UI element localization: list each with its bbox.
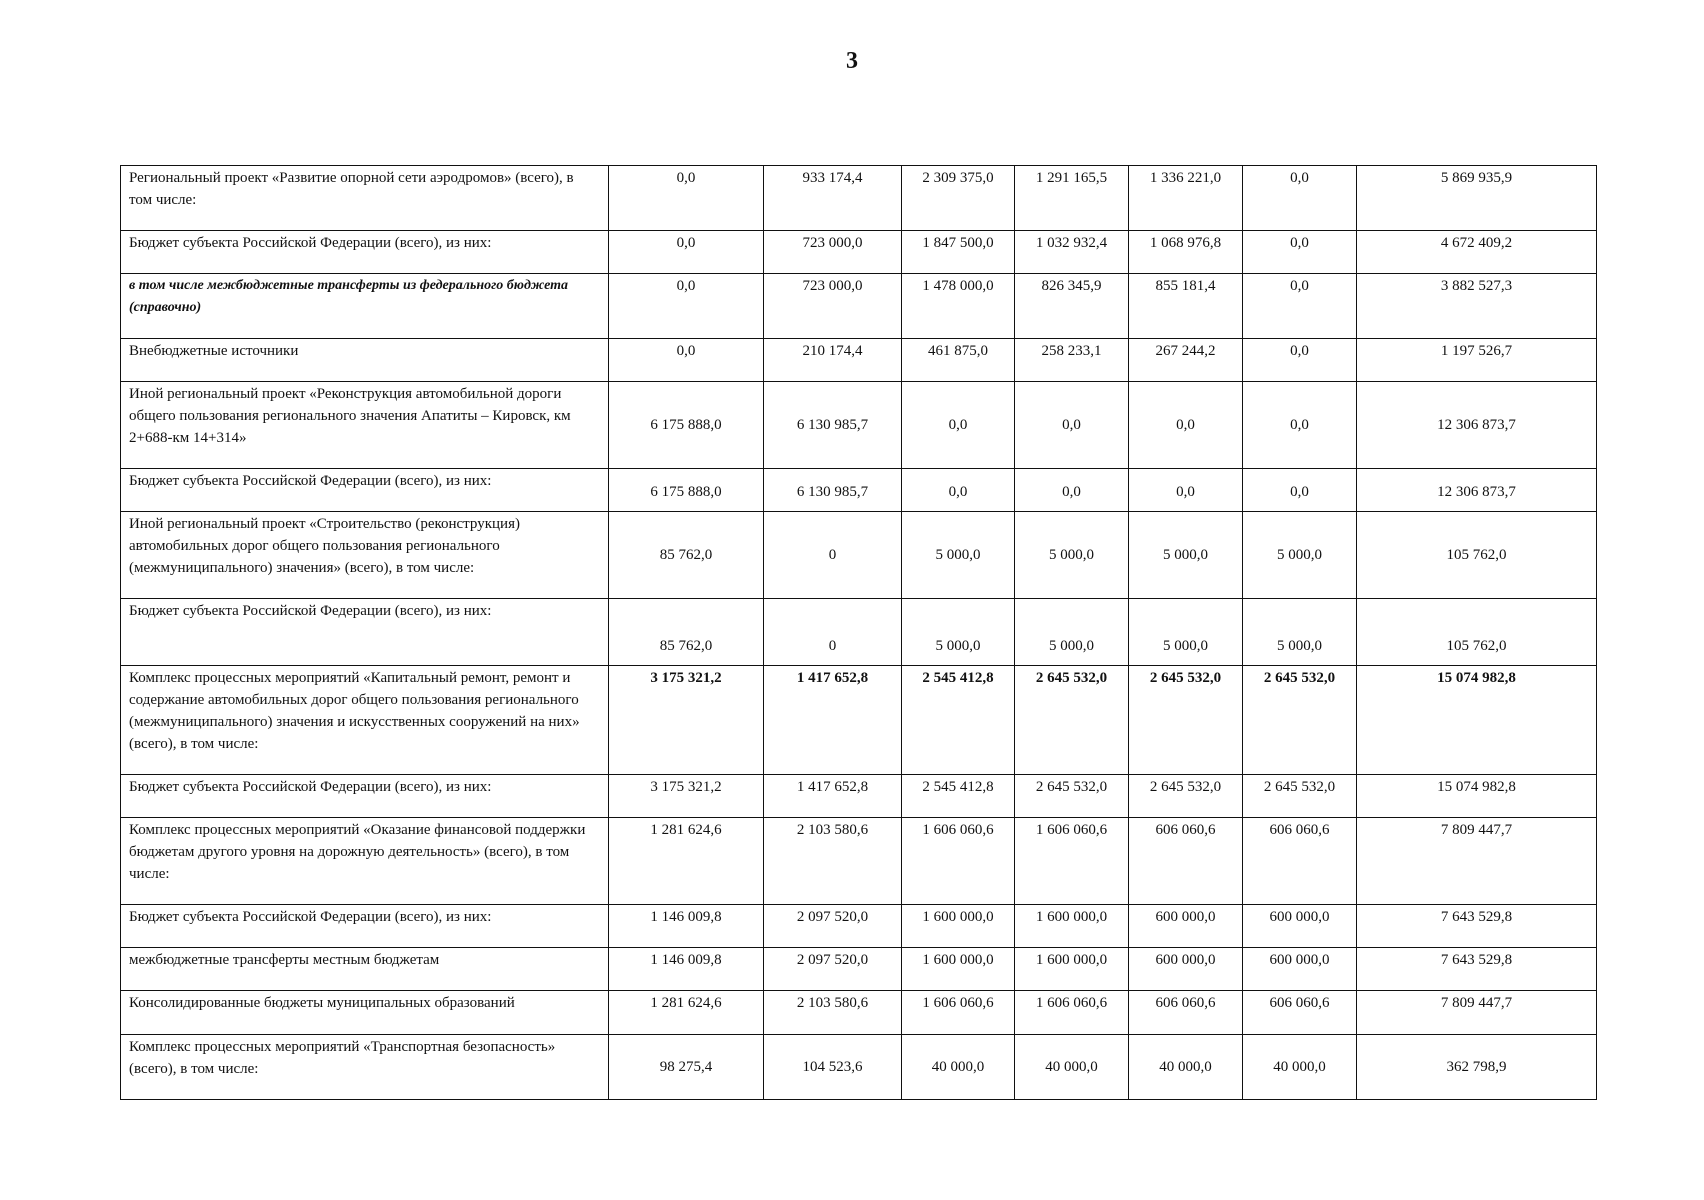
cell-value: 5 000,0 (1015, 599, 1129, 666)
cell-value: 606 060,6 (1243, 991, 1357, 1035)
cell-value: 5 000,0 (902, 599, 1015, 666)
row-label: Комплекс процессных мероприятий «Транспортная безопасность» (всего), в том числе: (121, 1035, 609, 1100)
cell-value: 1 606 060,6 (1015, 818, 1129, 905)
page-number: 3 (846, 48, 858, 74)
budget-table (120, 165, 1597, 1100)
cell-value: 210 174,4 (764, 339, 902, 382)
table-row (121, 818, 1597, 905)
cell-value: 2 309 375,0 (902, 166, 1015, 231)
cell-value: 5 000,0 (1015, 512, 1129, 599)
cell-value: 5 000,0 (1243, 599, 1357, 666)
cell-value: 5 000,0 (1243, 512, 1357, 599)
cell-value: 105 762,0 (1357, 599, 1597, 666)
cell-value: 723 000,0 (764, 231, 902, 274)
cell-value: 40 000,0 (1015, 1035, 1129, 1100)
table-row (121, 905, 1597, 948)
cell-value: 1 478 000,0 (902, 274, 1015, 339)
cell-value: 0,0 (1243, 382, 1357, 469)
row-label: Бюджет субъекта Российской Федерации (всего), из них: (121, 599, 609, 666)
cell-value: 3 175 321,2 (609, 666, 764, 775)
cell-value: 723 000,0 (764, 274, 902, 339)
row-label: Комплекс процессных мероприятий «Капитальный ремонт, ремонт и содержание автомобильных дорог общего пользования регионального (межмуниципального) значения и искусственных сооружений на них» (всего), в том числе: (121, 666, 609, 775)
cell-value: 1 600 000,0 (1015, 905, 1129, 948)
cell-value: 5 000,0 (1129, 512, 1243, 599)
cell-value: 1 847 500,0 (902, 231, 1015, 274)
cell-value: 40 000,0 (1129, 1035, 1243, 1100)
cell-value: 2 645 532,0 (1015, 775, 1129, 818)
cell-value: 6 130 985,7 (764, 469, 902, 512)
cell-value: 600 000,0 (1243, 948, 1357, 991)
cell-value: 267 244,2 (1129, 339, 1243, 382)
row-label: в том числе межбюджетные трансферты из федерального бюджета (справочно) (121, 274, 609, 339)
cell-value: 1 606 060,6 (902, 991, 1015, 1035)
cell-value: 12 306 873,7 (1357, 382, 1597, 469)
cell-value: 1 417 652,8 (764, 775, 902, 818)
cell-value: 0,0 (902, 382, 1015, 469)
row-label: Бюджет субъекта Российской Федерации (всего), из них: (121, 775, 609, 818)
cell-value: 0,0 (1015, 382, 1129, 469)
cell-value: 6 130 985,7 (764, 382, 902, 469)
cell-value: 0,0 (609, 231, 764, 274)
table-row (121, 512, 1597, 599)
cell-value: 0,0 (609, 274, 764, 339)
cell-value: 6 175 888,0 (609, 469, 764, 512)
cell-value: 1 291 165,5 (1015, 166, 1129, 231)
cell-value: 2 645 532,0 (1129, 775, 1243, 818)
cell-value: 40 000,0 (902, 1035, 1015, 1100)
table-row (121, 382, 1597, 469)
cell-value: 0,0 (1243, 274, 1357, 339)
cell-value: 362 798,9 (1357, 1035, 1597, 1100)
cell-value: 5 000,0 (902, 512, 1015, 599)
table-row (121, 166, 1597, 231)
table-row (121, 775, 1597, 818)
table-row (121, 666, 1597, 775)
cell-value: 7 809 447,7 (1357, 818, 1597, 905)
row-label: Комплекс процессных мероприятий «Оказание финансовой поддержки бюджетам другого уровня на дорожную деятельность» (всего), в том числе: (121, 818, 609, 905)
cell-value: 7 643 529,8 (1357, 905, 1597, 948)
cell-value: 0,0 (1243, 339, 1357, 382)
cell-value: 1 146 009,8 (609, 948, 764, 991)
cell-value: 606 060,6 (1243, 818, 1357, 905)
cell-value: 15 074 982,8 (1357, 666, 1597, 775)
cell-value: 0,0 (1243, 166, 1357, 231)
cell-value: 933 174,4 (764, 166, 902, 231)
table-row (121, 1035, 1597, 1100)
cell-value: 3 882 527,3 (1357, 274, 1597, 339)
table-row (121, 991, 1597, 1035)
cell-value: 1 606 060,6 (902, 818, 1015, 905)
cell-value: 1 600 000,0 (902, 948, 1015, 991)
cell-value: 6 175 888,0 (609, 382, 764, 469)
cell-value: 4 672 409,2 (1357, 231, 1597, 274)
cell-value: 7 809 447,7 (1357, 991, 1597, 1035)
cell-value: 3 175 321,2 (609, 775, 764, 818)
cell-value: 2 645 532,0 (1015, 666, 1129, 775)
cell-value: 2 103 580,6 (764, 818, 902, 905)
cell-value: 855 181,4 (1129, 274, 1243, 339)
cell-value: 1 281 624,6 (609, 818, 764, 905)
table-row (121, 274, 1597, 339)
cell-value: 104 523,6 (764, 1035, 902, 1100)
cell-value: 12 306 873,7 (1357, 469, 1597, 512)
cell-value: 2 645 532,0 (1243, 666, 1357, 775)
cell-value: 105 762,0 (1357, 512, 1597, 599)
row-label: Бюджет субъекта Российской Федерации (всего), из них: (121, 905, 609, 948)
cell-value: 0,0 (1129, 382, 1243, 469)
cell-value: 2 545 412,8 (902, 666, 1015, 775)
table-row (121, 231, 1597, 274)
cell-value: 2 545 412,8 (902, 775, 1015, 818)
cell-value: 1 197 526,7 (1357, 339, 1597, 382)
cell-value: 5 000,0 (1129, 599, 1243, 666)
cell-value: 258 233,1 (1015, 339, 1129, 382)
table-row (121, 948, 1597, 991)
table-row (121, 469, 1597, 512)
cell-value: 2 103 580,6 (764, 991, 902, 1035)
cell-value: 2 645 532,0 (1243, 775, 1357, 818)
cell-value: 40 000,0 (1243, 1035, 1357, 1100)
row-label: Региональный проект «Развитие опорной сети аэродромов» (всего), в том числе: (121, 166, 609, 231)
cell-value: 0 (764, 599, 902, 666)
cell-value: 0,0 (609, 339, 764, 382)
row-label: Консолидированные бюджеты муниципальных образований (121, 991, 609, 1035)
cell-value: 606 060,6 (1129, 991, 1243, 1035)
cell-value: 600 000,0 (1129, 905, 1243, 948)
cell-value: 1 032 932,4 (1015, 231, 1129, 274)
row-label: Иной региональный проект «Реконструкция автомобильной дороги общего пользования регионального значения Апатиты – Кировск, км 2+688-км 14+314» (121, 382, 609, 469)
row-label: Внебюджетные источники (121, 339, 609, 382)
cell-value: 0,0 (1243, 469, 1357, 512)
cell-value: 7 643 529,8 (1357, 948, 1597, 991)
cell-value: 2 645 532,0 (1129, 666, 1243, 775)
cell-value: 0,0 (902, 469, 1015, 512)
row-label: Бюджет субъекта Российской Федерации (всего), из них: (121, 469, 609, 512)
cell-value: 2 097 520,0 (764, 948, 902, 991)
cell-value: 1 146 009,8 (609, 905, 764, 948)
cell-value: 98 275,4 (609, 1035, 764, 1100)
cell-value: 0 (764, 512, 902, 599)
cell-value: 600 000,0 (1129, 948, 1243, 991)
row-label: Иной региональный проект «Строительство (реконструкция) автомобильных дорог общего пользования регионального (межмуниципального) значения» (всего), в том числе: (121, 512, 609, 599)
cell-value: 85 762,0 (609, 599, 764, 666)
cell-value: 1 606 060,6 (1015, 991, 1129, 1035)
cell-value: 600 000,0 (1243, 905, 1357, 948)
cell-value: 1 068 976,8 (1129, 231, 1243, 274)
cell-value: 0,0 (1015, 469, 1129, 512)
cell-value: 0,0 (1129, 469, 1243, 512)
cell-value: 15 074 982,8 (1357, 775, 1597, 818)
cell-value: 1 281 624,6 (609, 991, 764, 1035)
cell-value: 0,0 (609, 166, 764, 231)
cell-value: 85 762,0 (609, 512, 764, 599)
cell-value: 461 875,0 (902, 339, 1015, 382)
cell-value: 826 345,9 (1015, 274, 1129, 339)
cell-value: 1 417 652,8 (764, 666, 902, 775)
cell-value: 1 600 000,0 (902, 905, 1015, 948)
row-label: Бюджет субъекта Российской Федерации (всего), из них: (121, 231, 609, 274)
cell-value: 1 600 000,0 (1015, 948, 1129, 991)
cell-value: 5 869 935,9 (1357, 166, 1597, 231)
table-row (121, 599, 1597, 666)
cell-value: 0,0 (1243, 231, 1357, 274)
cell-value: 606 060,6 (1129, 818, 1243, 905)
row-label: межбюджетные трансферты местным бюджетам (121, 948, 609, 991)
cell-value: 2 097 520,0 (764, 905, 902, 948)
table-row (121, 339, 1597, 382)
cell-value: 1 336 221,0 (1129, 166, 1243, 231)
